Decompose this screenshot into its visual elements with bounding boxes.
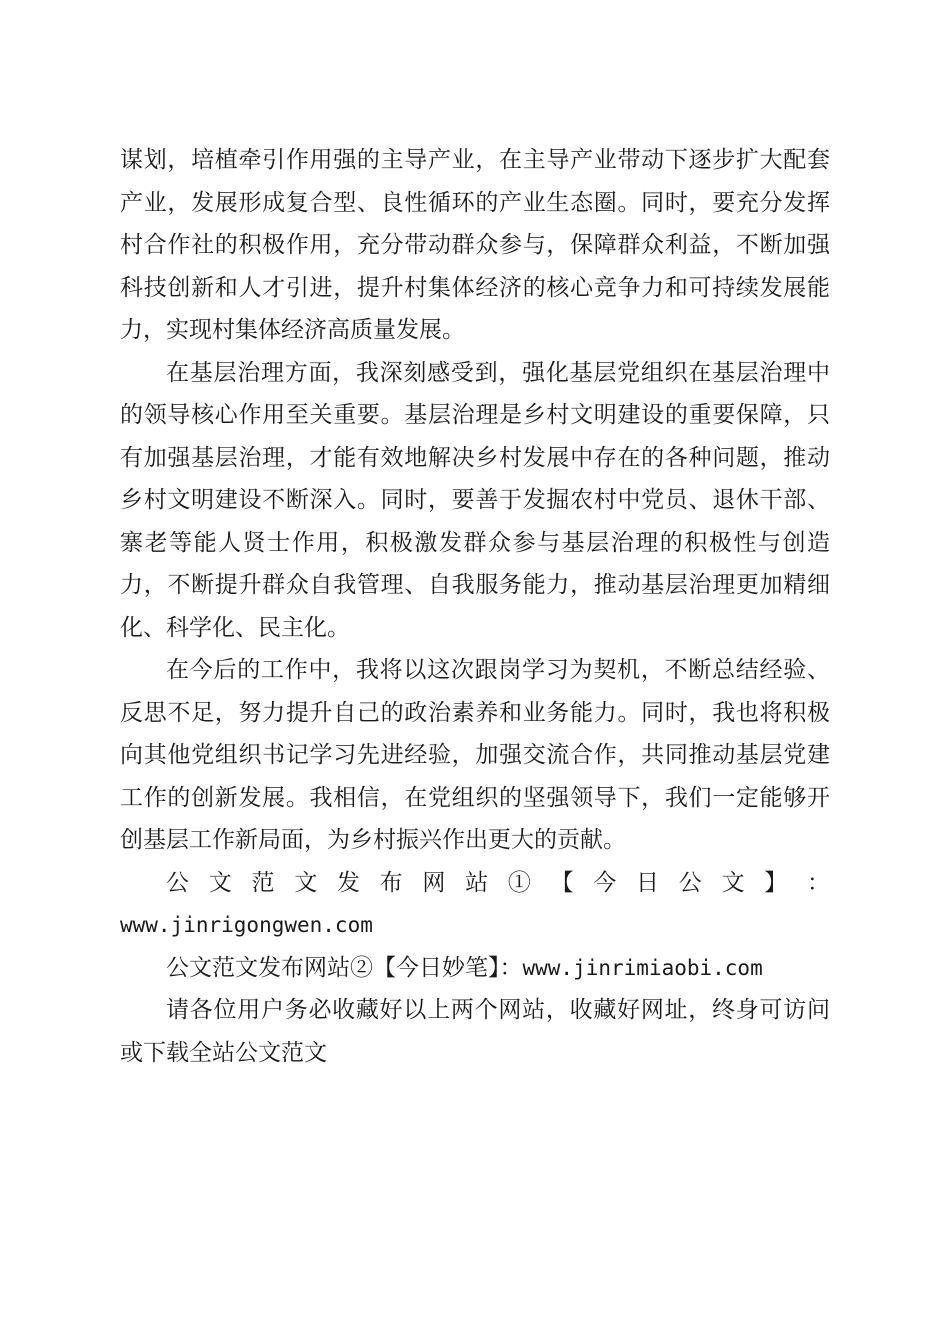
site2-label: 公文范文发布网站②【今日妙笔】： — [166, 954, 523, 981]
document-page — [120, 139, 830, 1074]
site1-label: 公 文 范 文 发 布 网 站 ① 【 今 日 公 文 】 ： — [166, 869, 830, 896]
body-paragraph-2: 在基层治理方面，我深刻感受到，强化基层党组织在基层治理中的领导核心作用至关重要。基层治理是乡村文明建设的重要保障，只有加强基层治理，才能有效地解决乡村发展中存在的各种问题，推动乡村文明建设不断深入。同时，要善于发掘农村中党员、退休干部、寨老等能人贤士作用，积极激发群众参与基层治理的积极性与创造力，不断提升群众自我管理、自我服务能力，推动基层治理更加精细化、科学化、民主化。 — [120, 359, 830, 641]
body-paragraph-3: 在今后的工作中，我将以这次跟岗学习为契机，不断总结经验、反思不足，努力提升自己的政治素养和业务能力。同时，我也将积极向其他党组织书记学习先进经验，加强交流合作，共同推动基层党建工作的创新发展。我相信，在党组织的坚强领导下，我们一定能够开创基层工作新局面，为乡村振兴作出更大的贡献。 — [120, 657, 830, 853]
body-paragraph-1: 谋划，培植牵引作用强的主导产业，在主导产业带动下逐步扩大配套产业，发展形成复合型、良性循环的产业生态圈。同时，要充分发挥村合作社的积极作用，充分带动群众参与，保障群众利益，不断加强科技创新和人才引进，提升村集体经济的核心竞争力和可持续发展能力，实现村集体经济高质量发展。 — [120, 147, 830, 343]
bookmark-notice: 请各位用户务必收藏好以上两个网站，收藏好网址，终身可访问或下载全站公文范文 — [120, 997, 830, 1066]
site2-line — [120, 947, 830, 990]
site2-url-link[interactable]: www.jinrimiaobi.com — [522, 955, 763, 980]
site1-url-link[interactable]: www.jinrigongwen.com — [120, 913, 373, 937]
